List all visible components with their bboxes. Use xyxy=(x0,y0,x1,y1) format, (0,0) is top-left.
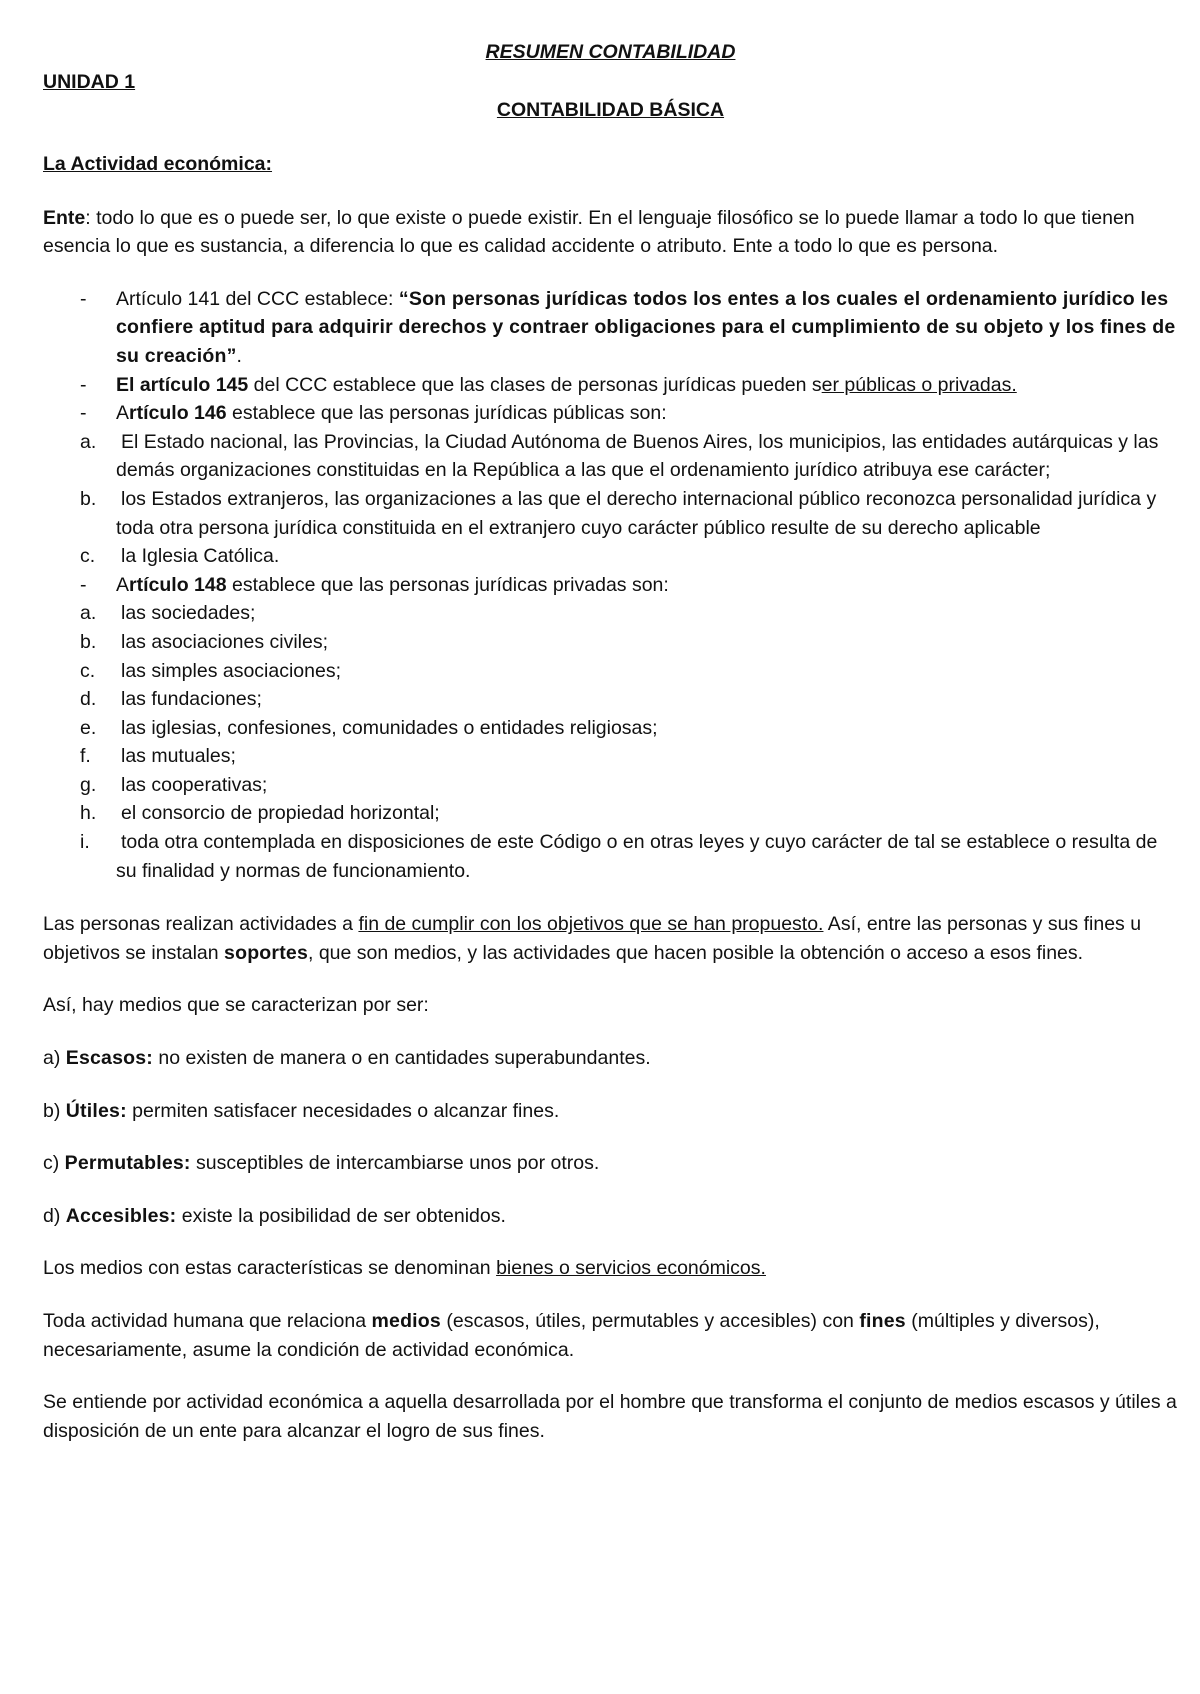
list-item-text: las asociaciones civiles; xyxy=(121,630,329,653)
list-marker: d. xyxy=(80,688,97,711)
list-item xyxy=(43,599,1178,628)
document-title: RESUMEN CONTABILIDAD xyxy=(485,41,736,63)
bienes-paragraph xyxy=(43,1254,1178,1283)
list-dash: - xyxy=(80,373,87,396)
list-marker: e. xyxy=(80,716,97,739)
list-marker: c. xyxy=(80,659,96,682)
list-item-text: los Estados extranjeros, las organizaciones a las que el derecho internacional público reconozca personalidad jurídica y toda otra persona jurídica constituida en el extranjero cuyo carácter público resulte de su derecho aplicable xyxy=(116,487,1157,539)
medio-accesibles xyxy=(43,1202,1178,1231)
list-marker: i. xyxy=(80,831,90,854)
medio-prefix: c) xyxy=(43,1152,65,1175)
article-145-item xyxy=(43,371,1178,400)
personas-paragraph xyxy=(43,910,1178,967)
article-141-intro: Artículo 141 del CCC establece: xyxy=(116,287,399,310)
list-item xyxy=(43,628,1178,657)
medio-prefix: d) xyxy=(43,1204,66,1227)
list-marker: b. xyxy=(80,630,97,653)
list-item xyxy=(43,828,1178,885)
actividad-paragraph xyxy=(43,1307,1178,1364)
ente-term: Ente xyxy=(43,206,86,229)
medio-permutables xyxy=(43,1149,1178,1178)
article-148-sublist xyxy=(43,599,1178,885)
list-item xyxy=(43,799,1178,828)
article-141-end: . xyxy=(236,344,242,367)
list-dash: - xyxy=(80,573,87,596)
section-heading: La Actividad económica: xyxy=(43,153,273,175)
personas-text-2: Así, entre las personas y sus fines u objetivos se instalan xyxy=(43,913,1142,964)
list-marker: c. xyxy=(80,545,96,568)
list-item-text: las fundaciones; xyxy=(121,688,262,711)
personas-text-1: Las personas realizan actividades a xyxy=(43,913,359,936)
article-145-text: del CCC establece que las clases de personas jurídicas pueden s xyxy=(248,373,822,396)
list-marker: f. xyxy=(80,745,91,768)
articles-list xyxy=(43,285,1178,885)
medio-term: Escasos: xyxy=(65,1047,154,1070)
article-141-quote: “Son personas jurídicas todos los entes a los cuales el ordenamiento jurídico les confiere aptitud para adquirir derechos y contraer obligaciones para el cumplimiento de su objeto y los fines de su creación” xyxy=(116,287,1176,367)
article-146-sublist xyxy=(43,428,1178,571)
actividad-text-2: (escasos, útiles, permutables y accesibles) con xyxy=(440,1310,860,1332)
article-141-item xyxy=(43,285,1178,371)
document-page xyxy=(43,38,1178,1445)
medio-term: Accesibles: xyxy=(65,1204,177,1227)
list-item-text: las mutuales; xyxy=(121,745,236,768)
list-item-text: las iglesias, confesiones, comunidades o entidades religiosas; xyxy=(121,716,658,739)
article-146-text: establece que las personas jurídicas públicas son: xyxy=(226,402,667,425)
medio-text: permiten satisfacer necesidades o alcanzar fines. xyxy=(126,1099,560,1122)
medio-escasos xyxy=(43,1044,1178,1073)
ente-text: : todo lo que es o puede ser, lo que existe o puede existir. En el lenguaje filosófico se lo puede llamar a todo lo que tienen esencia lo que es sustancia, a diferencia lo que es calidad accidente o atributo. Ente a todo lo que es persona. xyxy=(43,206,1135,258)
article-146-item xyxy=(43,399,1178,428)
medios-term: medios xyxy=(371,1310,441,1332)
ente-paragraph xyxy=(43,204,1178,261)
unit-heading: UNIDAD 1 xyxy=(43,71,136,93)
list-item xyxy=(43,657,1178,686)
list-item-text: el consorcio de propiedad horizontal; xyxy=(121,802,440,825)
list-dash: - xyxy=(80,402,87,425)
soportes-term: soportes xyxy=(224,941,308,964)
medio-prefix: b) xyxy=(43,1099,66,1122)
medio-text: susceptibles de intercambiarse unos por otros. xyxy=(190,1152,600,1175)
fines-term: fines xyxy=(859,1310,906,1332)
article-148-text: establece que las personas jurídicas privadas son: xyxy=(226,573,669,596)
final-paragraph: Se entiende por actividad económica a aquella desarrollada por el hombre que transforma el conjunto de medios escasos y útiles a disposición de un ente para alcanzar el logro de sus fines. xyxy=(43,1391,1177,1442)
article-146-label: rtículo 146 xyxy=(129,402,227,425)
article-148-item xyxy=(43,571,1178,600)
list-item xyxy=(43,542,1178,571)
personas-underlined: fin de cumplir con los objetivos que se han propuesto. xyxy=(358,913,824,936)
bienes-underlined: bienes o servicios económicos. xyxy=(496,1257,766,1280)
medio-prefix: a) xyxy=(43,1047,66,1070)
document-subtitle: CONTABILIDAD BÁSICA xyxy=(496,99,725,121)
list-item-text: las cooperativas; xyxy=(121,773,268,796)
list-item xyxy=(43,714,1178,743)
list-marker: a. xyxy=(80,602,97,625)
article-145-label: El artículo 145 xyxy=(116,373,249,396)
list-marker: h. xyxy=(80,802,97,825)
bienes-text: Los medios con estas características se denominan xyxy=(43,1257,497,1280)
list-item xyxy=(43,742,1178,771)
list-item xyxy=(43,428,1178,485)
medio-term: Permutables: xyxy=(64,1152,191,1175)
list-dash: - xyxy=(80,287,87,310)
list-marker: b. xyxy=(80,487,97,510)
article-146-prefix: A xyxy=(116,402,130,425)
medio-term: Útiles: xyxy=(65,1099,127,1122)
list-item xyxy=(43,485,1178,542)
actividad-text-1: Toda actividad humana que relaciona xyxy=(43,1310,372,1332)
list-marker: a. xyxy=(80,430,97,453)
list-item-text: las sociedades; xyxy=(121,602,256,625)
medio-utiles xyxy=(43,1097,1178,1126)
list-item-text: las simples asociaciones; xyxy=(121,659,342,682)
medios-intro: Así, hay medios que se caracterizan por ser: xyxy=(43,994,429,1017)
medio-text: no existen de manera o en cantidades superabundantes. xyxy=(153,1047,651,1070)
list-item xyxy=(43,771,1178,800)
list-item-text: toda otra contemplada en disposiciones de este Código o en otras leyes y cuyo carácter de tal se establece o resulta de su finalidad y normas de funcionamiento. xyxy=(116,831,1158,882)
medio-text: existe la posibilidad de ser obtenidos. xyxy=(176,1204,506,1227)
article-148-label: rtículo 148 xyxy=(129,573,227,596)
list-item xyxy=(43,685,1178,714)
article-148-prefix: A xyxy=(116,573,130,596)
actividad-text-3: (múltiples y diversos), necesariamente, asume la condición de actividad económica. xyxy=(43,1310,1100,1361)
list-item-text: la Iglesia Católica. xyxy=(121,545,280,568)
article-145-underlined: er públicas o privadas. xyxy=(821,373,1017,396)
personas-text-3: , que son medios, y las actividades que hacen posible la obtención o acceso a esos fines. xyxy=(307,941,1084,964)
list-item-text: El Estado nacional, las Provincias, la Ciudad Autónoma de Buenos Aires, los municipios, las entidades autárquicas y las demás organizaciones constituidas en la República a las que el ordenamiento jurídico atribuya ese carácter; xyxy=(116,430,1159,482)
list-marker: g. xyxy=(80,773,97,796)
